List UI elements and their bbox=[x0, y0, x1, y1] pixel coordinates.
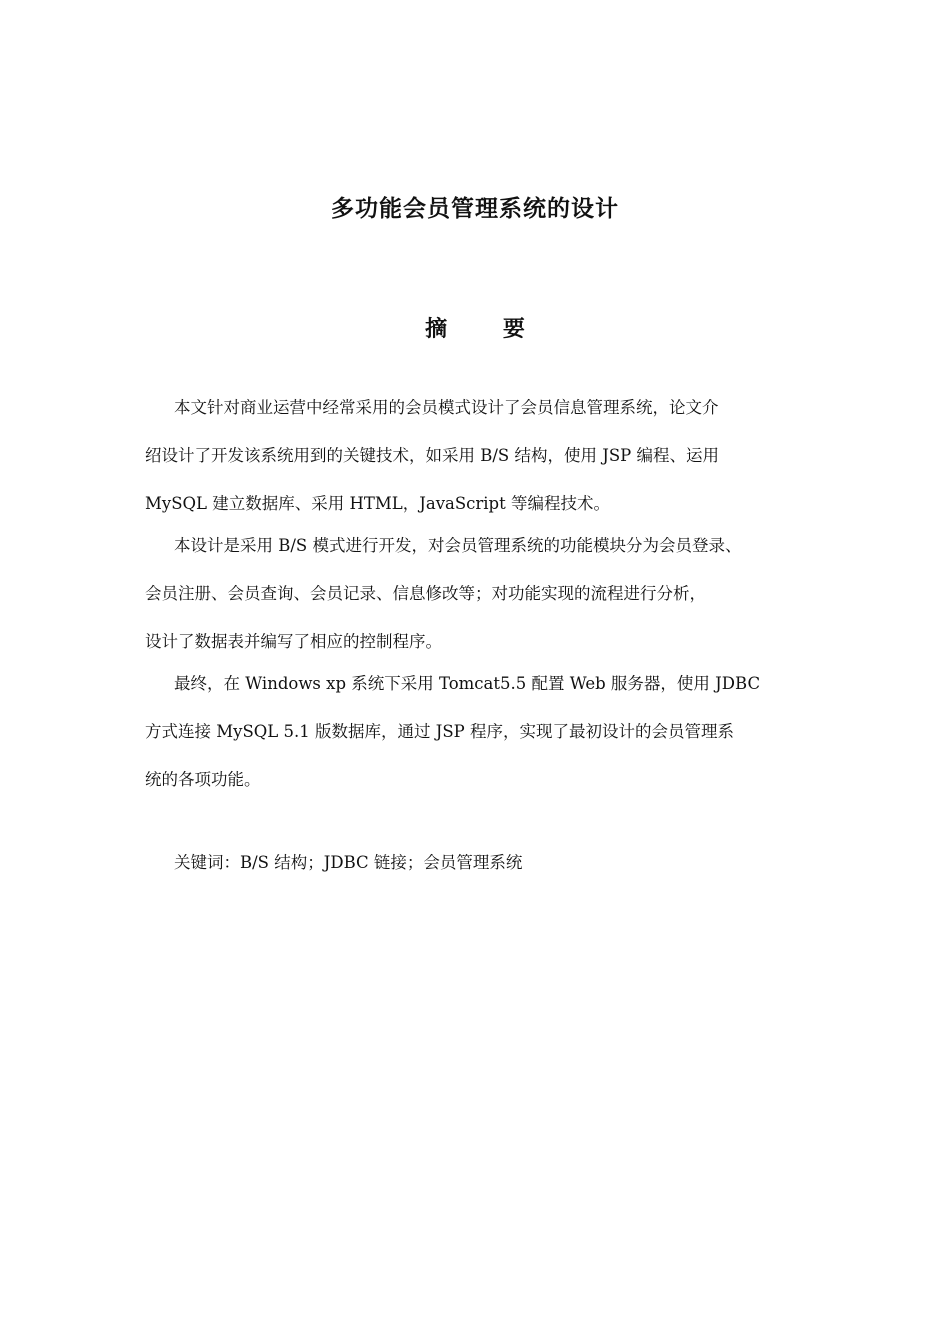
paragraph-line: 本文针对商业运营中经常采用的会员模式设计了会员信息管理系统，论文介 bbox=[174, 398, 719, 417]
paragraph-line: 绍设计了开发该系统用到的关键技术，如采用 B/S 结构，使用 JSP 编程、运用 bbox=[145, 446, 719, 465]
paragraph-line: 会员注册、会员查询、会员记录、信息修改等；对功能实现的流程进行分析， bbox=[145, 584, 706, 603]
abstract-body bbox=[145, 384, 813, 804]
paragraph-line: 最终，在 Windows xp 系统下采用 Tomcat5.5 配置 Web 服务器，使用 JDBC bbox=[174, 674, 761, 693]
keywords-line: 关键词：B/S 结构；JDBC 链接；会员管理系统 bbox=[174, 853, 523, 872]
abstract-paragraph-1 bbox=[145, 384, 813, 528]
paragraph-line: MySQL 建立数据库、采用 HTML，JavaScript 等编程技术。 bbox=[145, 494, 610, 513]
abstract-heading: 摘 要 bbox=[425, 317, 549, 342]
paragraph-line: 方式连接 MySQL 5.1 版数据库，通过 JSP 程序，实现了最初设计的会员管理系 bbox=[145, 722, 734, 741]
paragraph-line: 统的各项功能。 bbox=[145, 770, 261, 789]
abstract-paragraph-2 bbox=[145, 522, 813, 666]
document-title: 多功能会员管理系统的设计 bbox=[331, 196, 619, 222]
paragraph-line: 设计了数据表并编写了相应的控制程序。 bbox=[145, 632, 442, 651]
paragraph-line: 本设计是采用 B/S 模式进行开发，对会员管理系统的功能模块分为会员登录、 bbox=[174, 536, 742, 555]
abstract-paragraph-3 bbox=[145, 660, 813, 804]
